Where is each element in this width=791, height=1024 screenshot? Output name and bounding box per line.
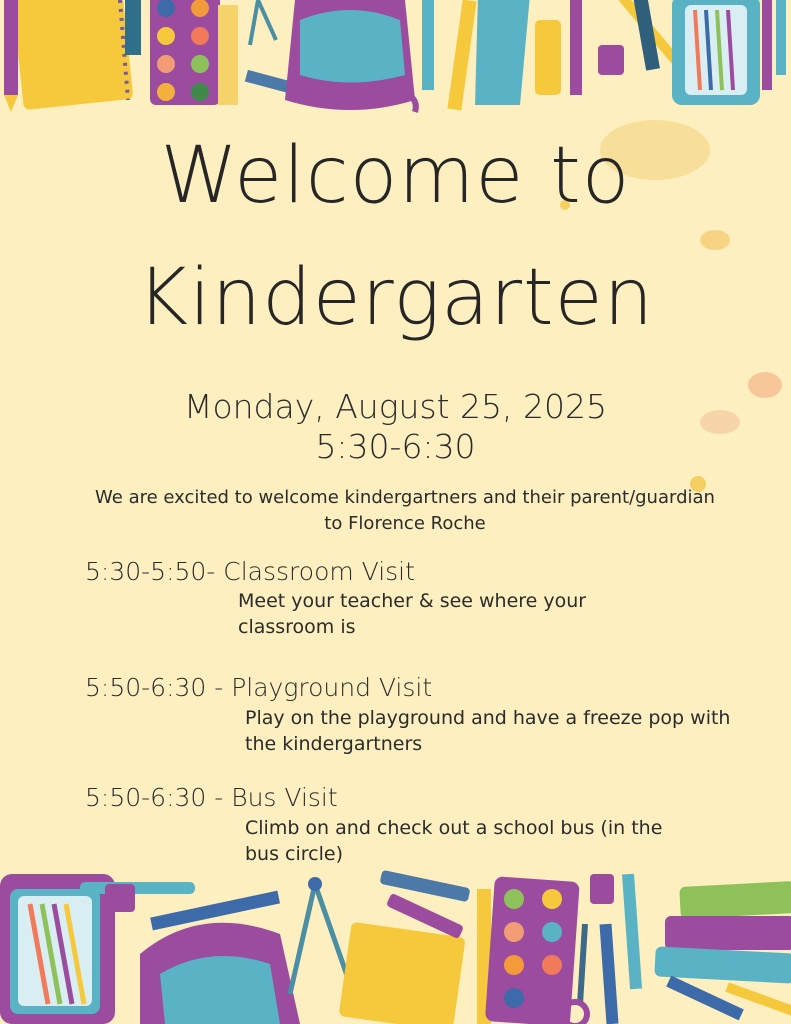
sharpener-icon bbox=[590, 874, 614, 904]
pencil-icon bbox=[4, 0, 18, 112]
pencil-icon bbox=[666, 976, 744, 1021]
pen-icon bbox=[422, 0, 434, 90]
marker-icon bbox=[125, 0, 141, 55]
book-stack-icon bbox=[654, 881, 791, 984]
highlighter-icon bbox=[535, 20, 561, 95]
pen-icon bbox=[776, 0, 786, 75]
schedule-item-heading: 5:50-6:30 - Bus Visit bbox=[85, 783, 338, 812]
backpack-icon bbox=[140, 923, 300, 1024]
school-supplies-top-border bbox=[0, 0, 791, 125]
intro-text: We are excited to welcome kindergartners and their parent/guardian to Florence Roche bbox=[95, 487, 715, 534]
paint-palette-icon bbox=[150, 0, 220, 105]
pen-icon bbox=[622, 874, 642, 990]
ruler-icon bbox=[218, 5, 238, 105]
schedule-item-description: Climb on and check out a school bus (in the bus circle) bbox=[245, 817, 663, 865]
compass-icon bbox=[290, 877, 350, 994]
pencil-icon bbox=[762, 0, 772, 90]
notebook-icon bbox=[339, 922, 466, 1024]
event-time: 5:30-6:30 bbox=[315, 427, 476, 466]
pen-icon bbox=[80, 882, 195, 894]
pencil-case-icon bbox=[672, 0, 760, 105]
event-date: Monday, August 25, 2025 bbox=[183, 387, 608, 426]
schedule-item-heading: 5:50-6:30 - Playground Visit bbox=[85, 673, 433, 702]
sharpener-icon bbox=[598, 45, 624, 75]
schedule-item-description: Meet your teacher & see where your classroom is bbox=[238, 590, 587, 638]
pencil-case-icon bbox=[475, 0, 530, 105]
school-supplies-bottom-border bbox=[0, 864, 791, 1024]
sharpener-icon bbox=[105, 884, 135, 912]
paint-palette-icon bbox=[485, 876, 580, 1024]
notebook-icon bbox=[12, 0, 133, 110]
compass-icon bbox=[250, 0, 276, 45]
pencil-case-icon bbox=[0, 874, 115, 1024]
schedule-item-heading: 5:30-5:50- Classroom Visit bbox=[85, 557, 415, 586]
schedule-item-description: Play on the playground and have a freeze pop with the kindergartners bbox=[245, 707, 731, 755]
page-title-line2: Kindergarten bbox=[136, 253, 655, 343]
pen-icon bbox=[570, 0, 582, 95]
backpack-icon bbox=[285, 0, 416, 112]
pencil-icon bbox=[447, 0, 476, 110]
page-title-line1: Welcome to bbox=[160, 131, 631, 221]
pen-icon bbox=[600, 924, 619, 1024]
paint-splash bbox=[700, 230, 730, 250]
